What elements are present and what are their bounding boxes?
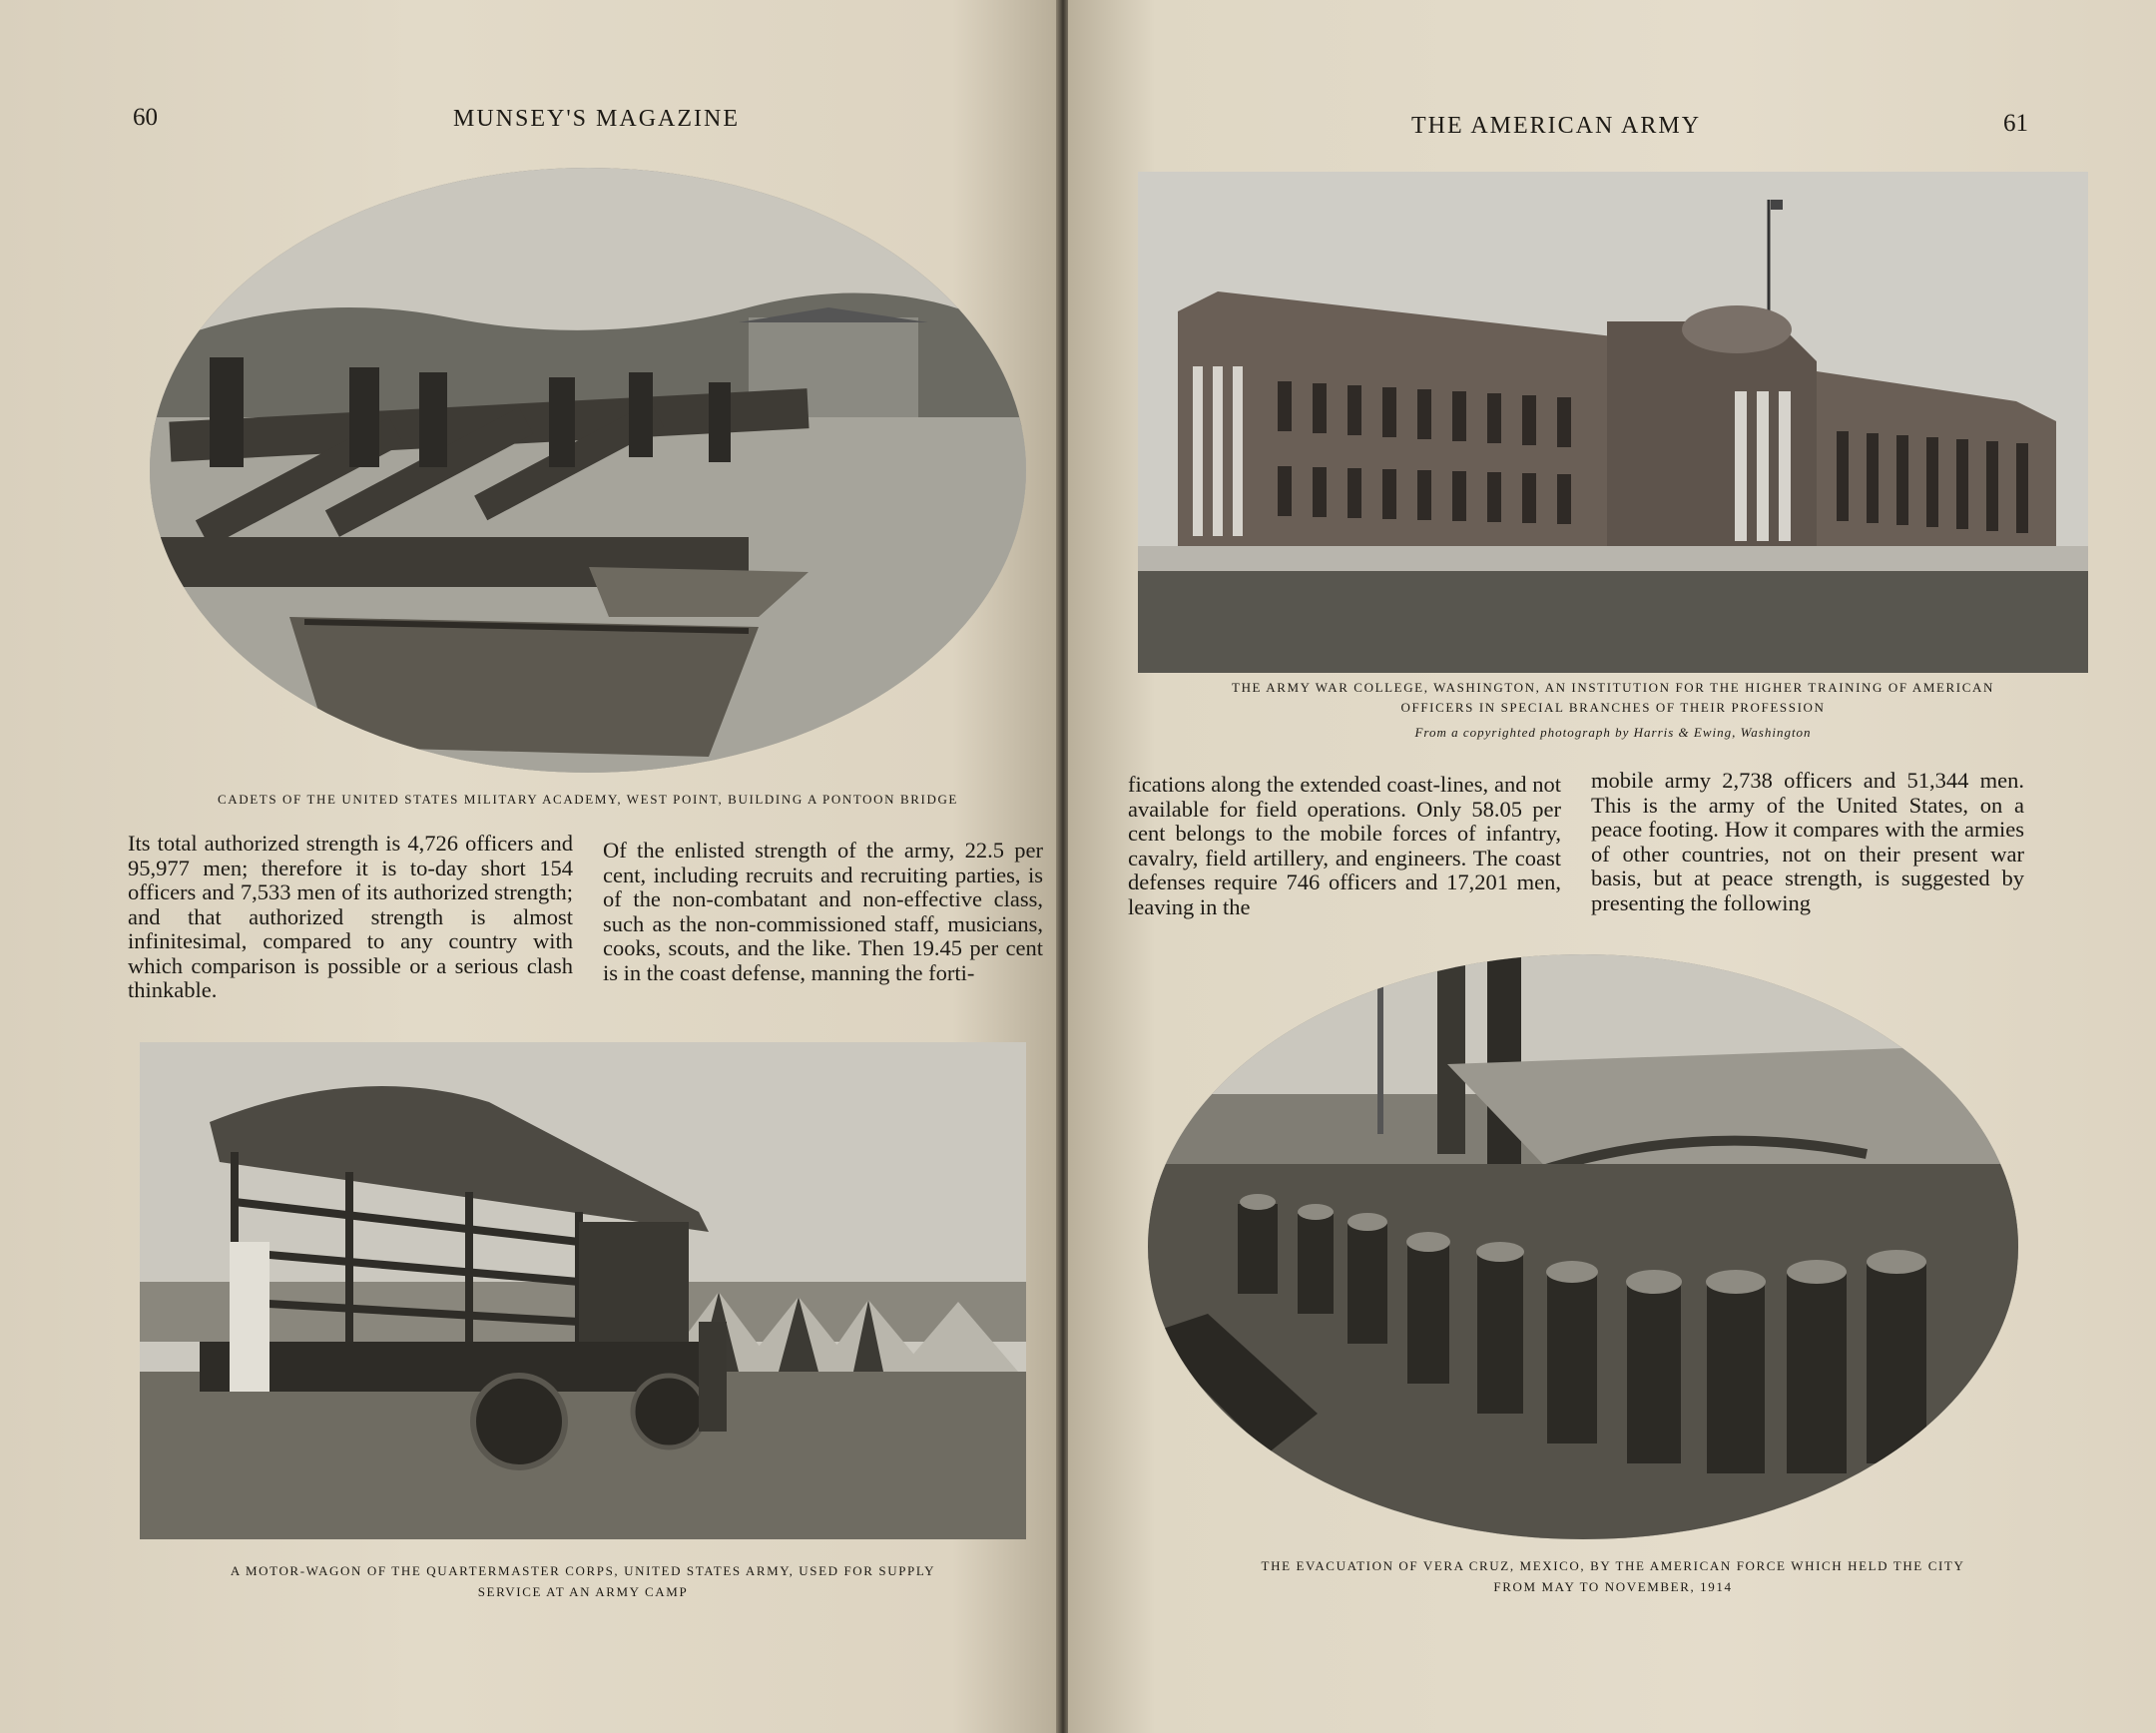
motor-wagon-photo <box>140 1042 1026 1539</box>
page-number: 60 <box>133 104 158 131</box>
bottom-photo-caption-line-1: THE EVACUATION OF VERA CRUZ, MEXICO, BY THE AMERICAN FORCE WHICH HELD THE CITY <box>1261 1558 1965 1573</box>
bottom-photo-caption-line-1: A MOTOR-WAGON OF THE QUARTERMASTER CORPS, UNITED STATES ARMY, USED FOR SUPPLY <box>230 1563 936 1578</box>
body-column-1: Its total authorized strength is 4,726 officers and 95,977 men; therefore it is to-day short 154 officers and 7,533 men of its authorized strength; and that authorized strength is almost infinitesimal, compared to any country with which comparison is possible or a serious clash thinkable. <box>128 831 573 1002</box>
running-head: THE AMERICAN ARMY <box>1411 113 1702 139</box>
photo-credit: From a copyrighted photograph by Harris & Ewing, Washington <box>1414 725 1812 740</box>
vera-cruz-evacuation-photo <box>1148 954 2018 1539</box>
bottom-photo-caption-line-2: FROM MAY TO NOVEMBER, 1914 <box>1493 1579 1733 1594</box>
bottom-photo-caption-line-2: SERVICE AT AN ARMY CAMP <box>477 1584 689 1599</box>
left-page <box>0 0 1058 1733</box>
running-head: MUNSEY'S MAGAZINE <box>453 106 740 132</box>
body-column-1: fications along the extended coast-lines, and not available for field operations. Only 58.05 per cent belongs to the mobile forces of infantry, cavalry, field artillery, and engineers. The coast defenses require 746 officers and 17,201 men, leaving in the <box>1128 772 1561 919</box>
top-photo-caption: CADETS OF THE UNITED STATES MILITARY ACADEMY, WEST POINT, BUILDING A PONTOON BRIDGE <box>218 792 958 807</box>
pontoon-bridge-photo <box>150 168 1026 773</box>
body-column-2: Of the enlisted strength of the army, 22.5 per cent, including recruits and recruiting parties, is of the non-combatant and non-effective class, such as the non-commissioned staff, musicians, cooks, scouts, and the like. Then 19.45 per cent is in the coast defense, manning the forti- <box>603 838 1043 985</box>
army-war-college-photo <box>1138 172 2088 673</box>
page-number: 61 <box>2003 110 2028 137</box>
top-photo-caption-line-1: THE ARMY WAR COLLEGE, WASHINGTON, AN INSTITUTION FOR THE HIGHER TRAINING OF AMERICAN <box>1232 680 1994 695</box>
right-page <box>1068 0 2156 1733</box>
body-column-2: mobile army 2,738 officers and 51,344 men. This is the army of the United States, on a peace footing. How it compares with the armies of other countries, not on their present war basis, but at peace strength, is suggested by presenting the following <box>1591 768 2024 915</box>
top-photo-caption-line-2: OFFICERS IN SPECIAL BRANCHES OF THEIR PROFESSION <box>1400 700 1826 715</box>
